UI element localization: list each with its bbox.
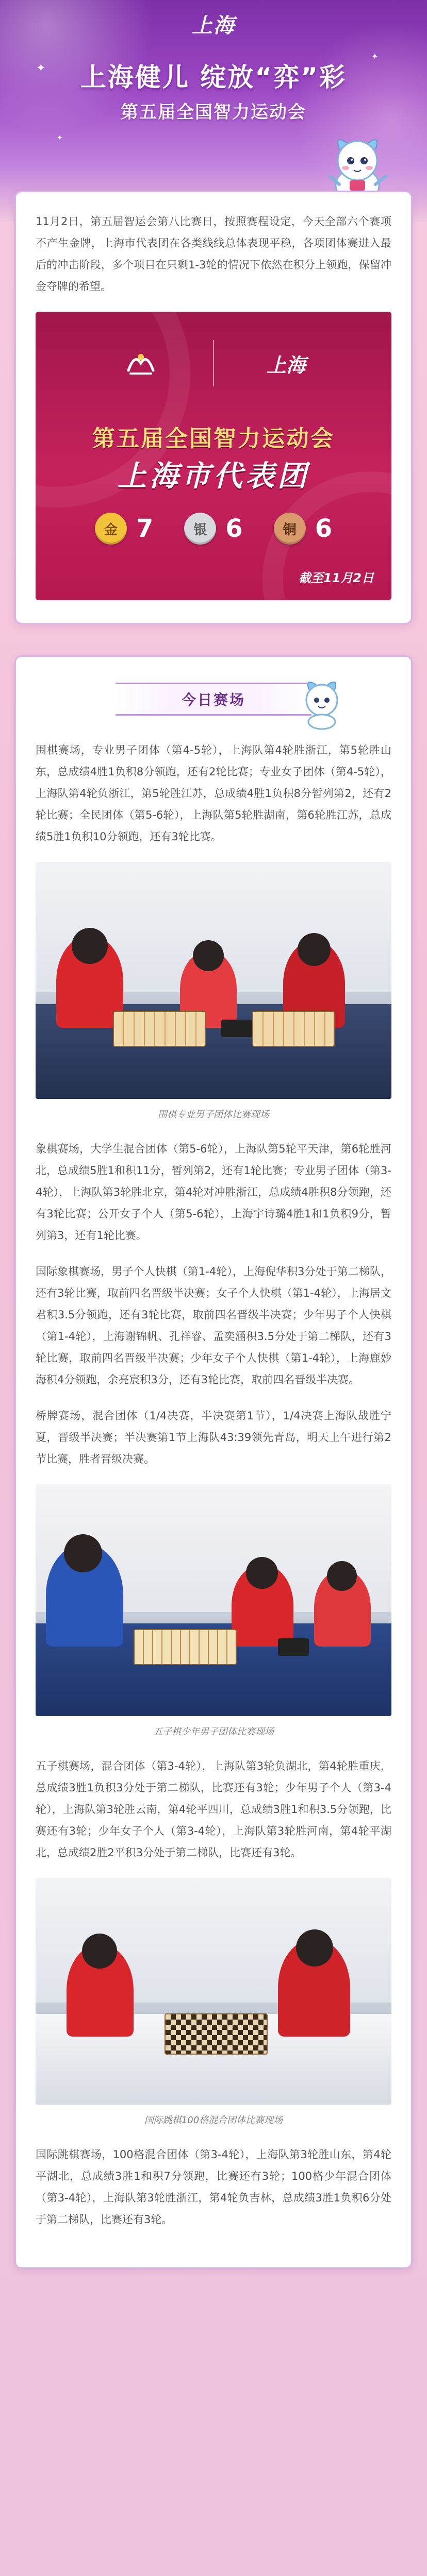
weiqi-photo — [36, 862, 391, 1099]
shanghai-delegation-logo — [255, 332, 317, 394]
player-head — [246, 1557, 278, 1589]
intro-card — [14, 191, 413, 624]
medal-bronze — [274, 513, 332, 545]
logo-mark: 上海 — [192, 13, 235, 38]
deadline-label: 截至11月2日 — [298, 571, 374, 585]
player-head — [296, 1929, 333, 1967]
draughts-board — [165, 2013, 268, 2055]
medal-gold — [95, 513, 153, 545]
intro-paragraph: 11月2日，第五届智运会第八比赛日，按照赛程设定，今天全部六个赛项不产生金牌，上海市代表团在各类线线总体表现平稳，各项团体赛进入最后的冲击阶段，多个项目在只剩1-3轮的情况下依然在积分上领跑，保留冲金夺牌的希望。 — [36, 215, 391, 293]
medal-silver — [184, 513, 242, 545]
go-board — [113, 1011, 206, 1047]
medal-tally — [36, 513, 391, 545]
player-head — [64, 1534, 102, 1572]
medal-banner — [36, 312, 391, 600]
medal-count: 6 — [315, 514, 333, 543]
logo-mark: 上海 — [266, 353, 306, 377]
draughts-photo — [36, 1878, 391, 2105]
sparkle-icon: ✦ — [36, 62, 46, 75]
sparkle-icon: ✦ — [57, 134, 63, 142]
player-head — [298, 933, 331, 966]
photo-caption: 国际跳棋100格混合团体比赛现场 — [144, 2115, 283, 2126]
section-header — [36, 672, 391, 734]
games-emblem — [110, 332, 172, 394]
player-head — [327, 1561, 357, 1591]
chess-clock — [278, 1638, 309, 1656]
chess-clock — [221, 1020, 252, 1037]
today-card — [14, 655, 413, 2269]
player-head — [82, 1934, 117, 1969]
xiangqi-paragraph: 象棋赛场，大学生混合团体（第5-6轮），上海队第5轮平天津，第6轮胜河北，总成绩5胜1和积11分，暂列第2，还有1轮比赛；专业男子团体（第3-4轮），上海队第3轮胜北京，第4轮对冲胜浙江，总成绩4胜积8分领跑，还有3轮比赛；公开女子个人（第5-6轮），上海宇诗璐4胜1和1负积9分，暂列第3，还有1轮比赛。 — [36, 1143, 391, 1242]
gomoku-paragraph: 五子棋赛场，混合团体（第3-4轮），上海队第3轮负湖北，第4轮胜重庆，总成绩3胜1负积3分处于第二梯队，比赛还有3轮；少年男子个人（第3-4轮），上海队第3轮胜云南，第4轮平四川，总成绩3胜1和积3.5分领跑，比赛还有3轮；少年女子个人（第3-4轮），上海队第3轮胜河南，第4轮平湖北，总成绩2胜2平积3分处于第二梯队，比赛还有3轮。 — [36, 1760, 391, 1859]
gomoku-photo — [36, 1484, 391, 1716]
bridge-paragraph: 桥牌赛场，混合团体（1/4决赛，半决赛第1节），1/4决赛上海队战胜宁夏，晋级半决赛；半决赛第1节上海队43:39领先青岛，明天上午进行第2节比赛，胜者晋级决赛。 — [36, 1410, 391, 1465]
bronze-medal-icon: 铜 — [274, 513, 306, 545]
banner-logos — [36, 332, 391, 394]
games-emblem-icon — [124, 350, 157, 377]
shanghai-logo — [192, 9, 235, 39]
page-subtitle: 第五届全国智力运动会 — [121, 102, 306, 123]
go-board — [252, 1011, 335, 1047]
medal-count: 6 — [225, 514, 243, 543]
gold-medal-icon: 金 — [95, 513, 127, 545]
banner-delegation: 上海市代表团 — [118, 460, 309, 493]
header-banner — [0, 0, 427, 222]
section-title: 今日赛场 — [116, 683, 311, 716]
player-head — [72, 928, 108, 964]
photo-caption: 五子棋少年男子团体比赛现场 — [153, 1726, 274, 1737]
weiqi-paragraph: 围棋赛场，专业男子团体（第4-5轮），上海队第4轮胜浙江，第5轮胜山东，总成绩4胜1负积8分领跑，还有2轮比赛；专业女子团体（第4-5轮），上海队第4轮负浙江，第5轮胜江苏，总成绩4胜1负积8分暂列第2，还有2轮比赛；全民团体（第5-6轮），上海队第5轮胜湖南，第6轮胜江苏，总成绩5胜1负积10分领跑，还有3轮比赛。 — [36, 744, 391, 843]
player-head — [193, 940, 224, 971]
mascot-icon — [293, 674, 350, 731]
page-title: 上海健儿 绽放“弈”彩 — [80, 62, 347, 92]
gomoku-board — [134, 1629, 237, 1665]
photo-caption: 围棋专业男子团体比赛现场 — [158, 1109, 269, 1120]
chess-paragraph: 国际象棋赛场，男子个人快棋（第1-4轮），上海倪华积3分处于第二梯队，还有3轮比赛，取前四名晋级半决赛；女子个人快棋（第1-4轮），上海居文君积3.5分领跑，还有3轮比赛，取前四名晋级半决赛；少年男子个人快棋（第1-4轮），上海谢锦帆、孔祥睿、孟奕涵积3.5分处于第二梯队，还有3轮比赛，取前四名晋级半决赛；少年女子个人快棋（第1-4轮），上海鹿妙海积4分领跑，余亮宸积3分，还有3轮比赛，取前四名晋级半决赛。 — [36, 1265, 391, 1386]
draughts-paragraph: 国际跳棋赛场，100格混合团体（第3-4轮），上海队第3轮胜山东，第4轮平湖北，总成绩3胜1和积7分领跑，比赛还有3轮；100格少年混合团体（第3-4轮），上海队第3轮胜浙江，第4轮负吉林，总成绩3胜1负积6分处于第二梯队，比赛还有3轮。 — [36, 2148, 391, 2226]
silver-medal-icon: 银 — [184, 513, 216, 545]
medal-count: 7 — [136, 514, 154, 543]
sparkle-icon: ✦ — [371, 52, 379, 61]
logo-divider — [213, 340, 214, 386]
banner-title: 第五届全国智力运动会 — [92, 426, 335, 452]
